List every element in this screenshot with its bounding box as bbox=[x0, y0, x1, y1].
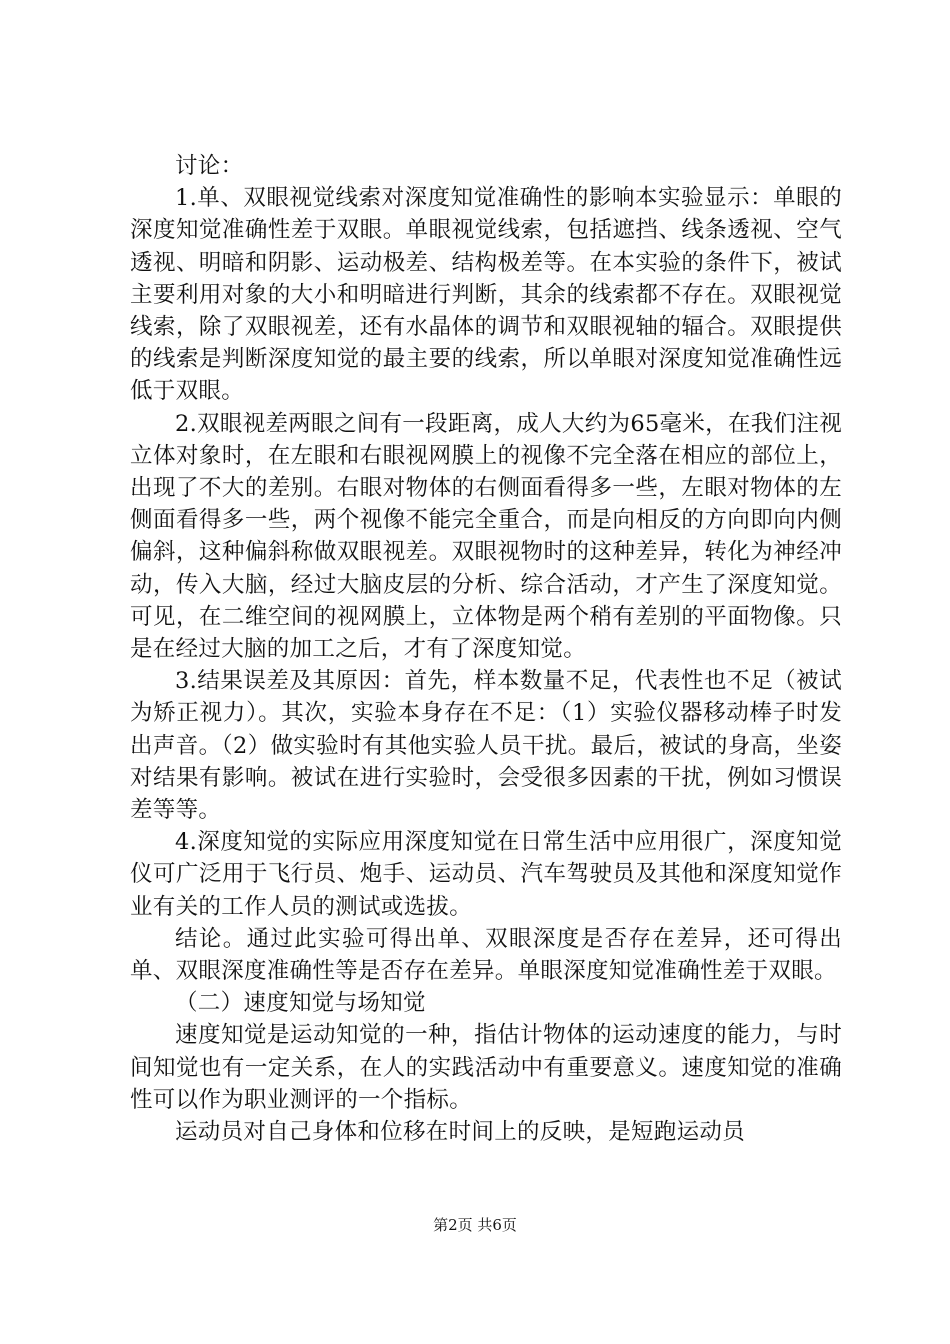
section-heading: （二）速度知觉与场知觉 bbox=[175, 990, 426, 1017]
paragraph-speed-perception: 速度知觉是运动知觉的一种，指估计物体的运动速度的能力，与时间知觉也有一定关系，在人的实践活动中有重要意义。速度知觉的准确性可以作为职业测评的一个指标。 bbox=[130, 1022, 842, 1113]
paragraph-discussion-heading: 讨论： bbox=[175, 153, 244, 179]
paragraph-point-1: 1.单、双眼视觉线索对深度知觉准确性的影响本实验显示：单眼的深度知觉准确性差于双眼。单眼视觉线索，包括遮挡、线条透视、空气透视、明暗和阴影、运动极差、结构极差等。在本实验的条件下，被试主要利用对象的大小和明暗进行判断，其余的线索都不存在。双眼视觉线索，除了双眼视差，还有水晶体的调节和双眼视轴的辐合。双眼提供的线索是判断深度知觉的最主要的线索，所以单眼对深度知觉准确性远低于双眼。 bbox=[130, 185, 842, 405]
document-body bbox=[130, 150, 842, 1148]
paragraph-point-2: 2.双眼视差两眼之间有一段距离，成人大约为65毫米，在我们注视立体对象时，在左眼和右眼视网膜上的视像不完全落在相应的部位上，出现了不大的差别。右眼对物体的右侧面看得多一些，左眼对物体的左侧面看得多一些，两个视像不能完全重合，而是向相反的方向即向内侧偏斜，这种偏斜称做双眼视差。双眼视物时的这种差异，转化为神经冲动，传入大脑，经过大脑皮层的分析、综合活动，才产生了深度知觉。可见，在二维空间的视网膜上，立体物是两个稍有差别的平面物像。只是在经过大脑的加工之后，才有了深度知觉。 bbox=[130, 410, 842, 663]
page-number-footer: 第2页 共6页 bbox=[433, 1216, 517, 1234]
paragraph-conclusion: 结论。通过此实验可得出单、双眼深度是否存在差异，还可得出单、双眼深度准确性等是否存在差异。单眼深度知觉准确性差于双眼。 bbox=[130, 925, 842, 985]
paragraph-point-3: 3.结果误差及其原因：首先，样本数量不足，代表性也不足（被试为矫正视力）。其次，实验本身存在不足：（1）实验仪器移动棒子时发出声音。（2）做实验时有其他实验人员干扰。最后，被试的身高，坐姿对结果有影响。被试在进行实验时，会受很多因素的干扰，例如习惯误差等等。 bbox=[130, 668, 842, 824]
paragraph-athlete: 运动员对自己身体和位移在时间上的反映，是短跑运动员 bbox=[175, 1119, 746, 1146]
paragraph-point-4: 4.深度知觉的实际应用深度知觉在日常生活中应用很广，深度知觉仪可广泛用于飞行员、炮手、运动员、汽车驾驶员及其他和深度知觉作业有关的工作人员的测试或选拔。 bbox=[130, 829, 842, 920]
